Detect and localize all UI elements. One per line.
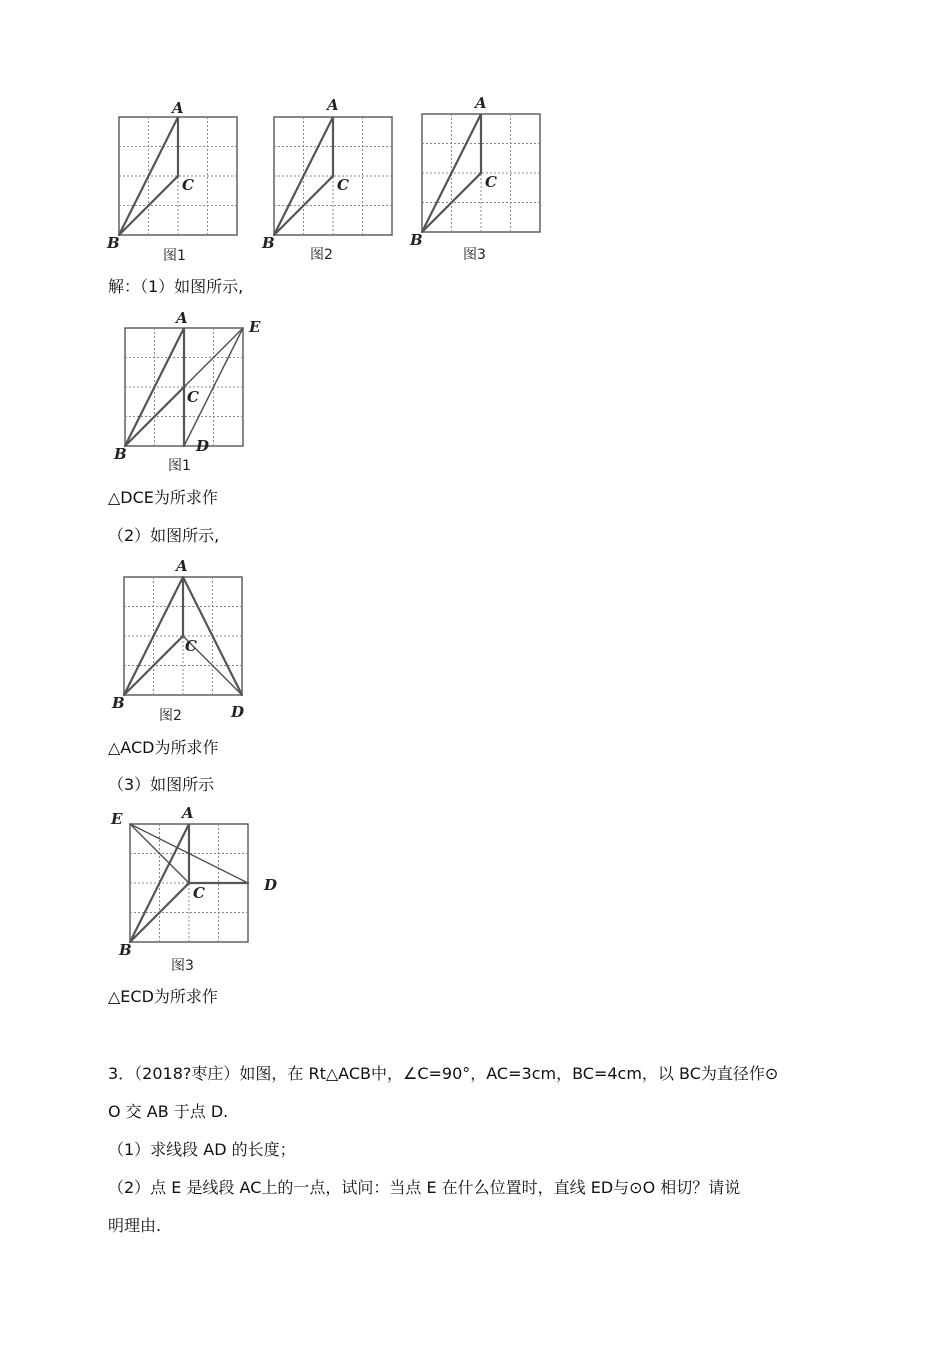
figure-top-2	[260, 95, 405, 265]
point-label-d: D	[264, 876, 278, 894]
figure-top-3	[408, 92, 553, 262]
point-label-e: E	[249, 318, 261, 336]
solution-answer-1: △DCE为所求作	[108, 488, 218, 507]
solution-answer-2: △ACD为所求作	[108, 738, 219, 757]
point-label-c: C	[337, 176, 349, 194]
figure-caption: 图1	[163, 248, 186, 264]
point-label-b: B	[114, 445, 127, 463]
point-label-d: D	[231, 703, 245, 721]
point-label-a: A	[475, 94, 487, 112]
problem-3	[108, 1055, 838, 1245]
point-label-c: C	[485, 173, 497, 191]
figure-caption: 图1	[168, 458, 191, 474]
figure-top-1	[105, 95, 250, 265]
figure-solution-2	[110, 555, 260, 727]
figure-caption: 图3	[171, 958, 194, 974]
solution-part-3: （3）如图所示	[108, 775, 215, 794]
point-label-b: B	[410, 231, 423, 249]
point-label-b: B	[119, 941, 132, 959]
point-label-a: A	[176, 557, 188, 575]
point-label-c: C	[187, 388, 199, 406]
figure-caption: 图2	[310, 247, 333, 263]
solution-answer-3: △ECD为所求作	[108, 987, 218, 1006]
figure-caption: 图3	[463, 247, 486, 263]
point-label-b: B	[112, 694, 125, 712]
point-label-d: D	[196, 437, 210, 455]
point-label-b: B	[107, 234, 120, 252]
point-label-a: A	[172, 99, 184, 117]
point-label-c: C	[185, 637, 197, 655]
solution-intro: 解：（1）如图所示,	[108, 277, 244, 296]
point-label-c: C	[193, 884, 205, 902]
point-label-a: A	[182, 804, 194, 822]
problem-3-question-2-line-1: （2）点 E 是线段 AC上的一点，试问：当点 E 在什么位置时，直线 ED与⊙O 相切？请说	[108, 1178, 741, 1197]
problem-3-statement-line-1: 3．（2018?枣庄）如图，在 Rt△ACB中，∠C=90°，AC=3cm，BC=4cm，以 BC为直径作⊙	[108, 1064, 779, 1083]
point-label-c: C	[182, 176, 194, 194]
figure-solution-1	[110, 308, 275, 478]
point-label-e: E	[111, 810, 123, 828]
point-label-a: A	[176, 309, 188, 327]
point-label-a: A	[327, 96, 339, 114]
problem-3-question-2-line-2: 明理由.	[108, 1216, 162, 1235]
figure-caption: 图2	[159, 708, 182, 724]
point-label-b: B	[262, 234, 275, 252]
figure-solution-3	[105, 802, 290, 977]
problem-3-statement-line-2: O 交 AB 于点 D.	[108, 1102, 229, 1121]
problem-3-question-1: （1）求线段 AD 的长度；	[108, 1140, 296, 1159]
solution-part-2: （2）如图所示,	[108, 526, 220, 545]
